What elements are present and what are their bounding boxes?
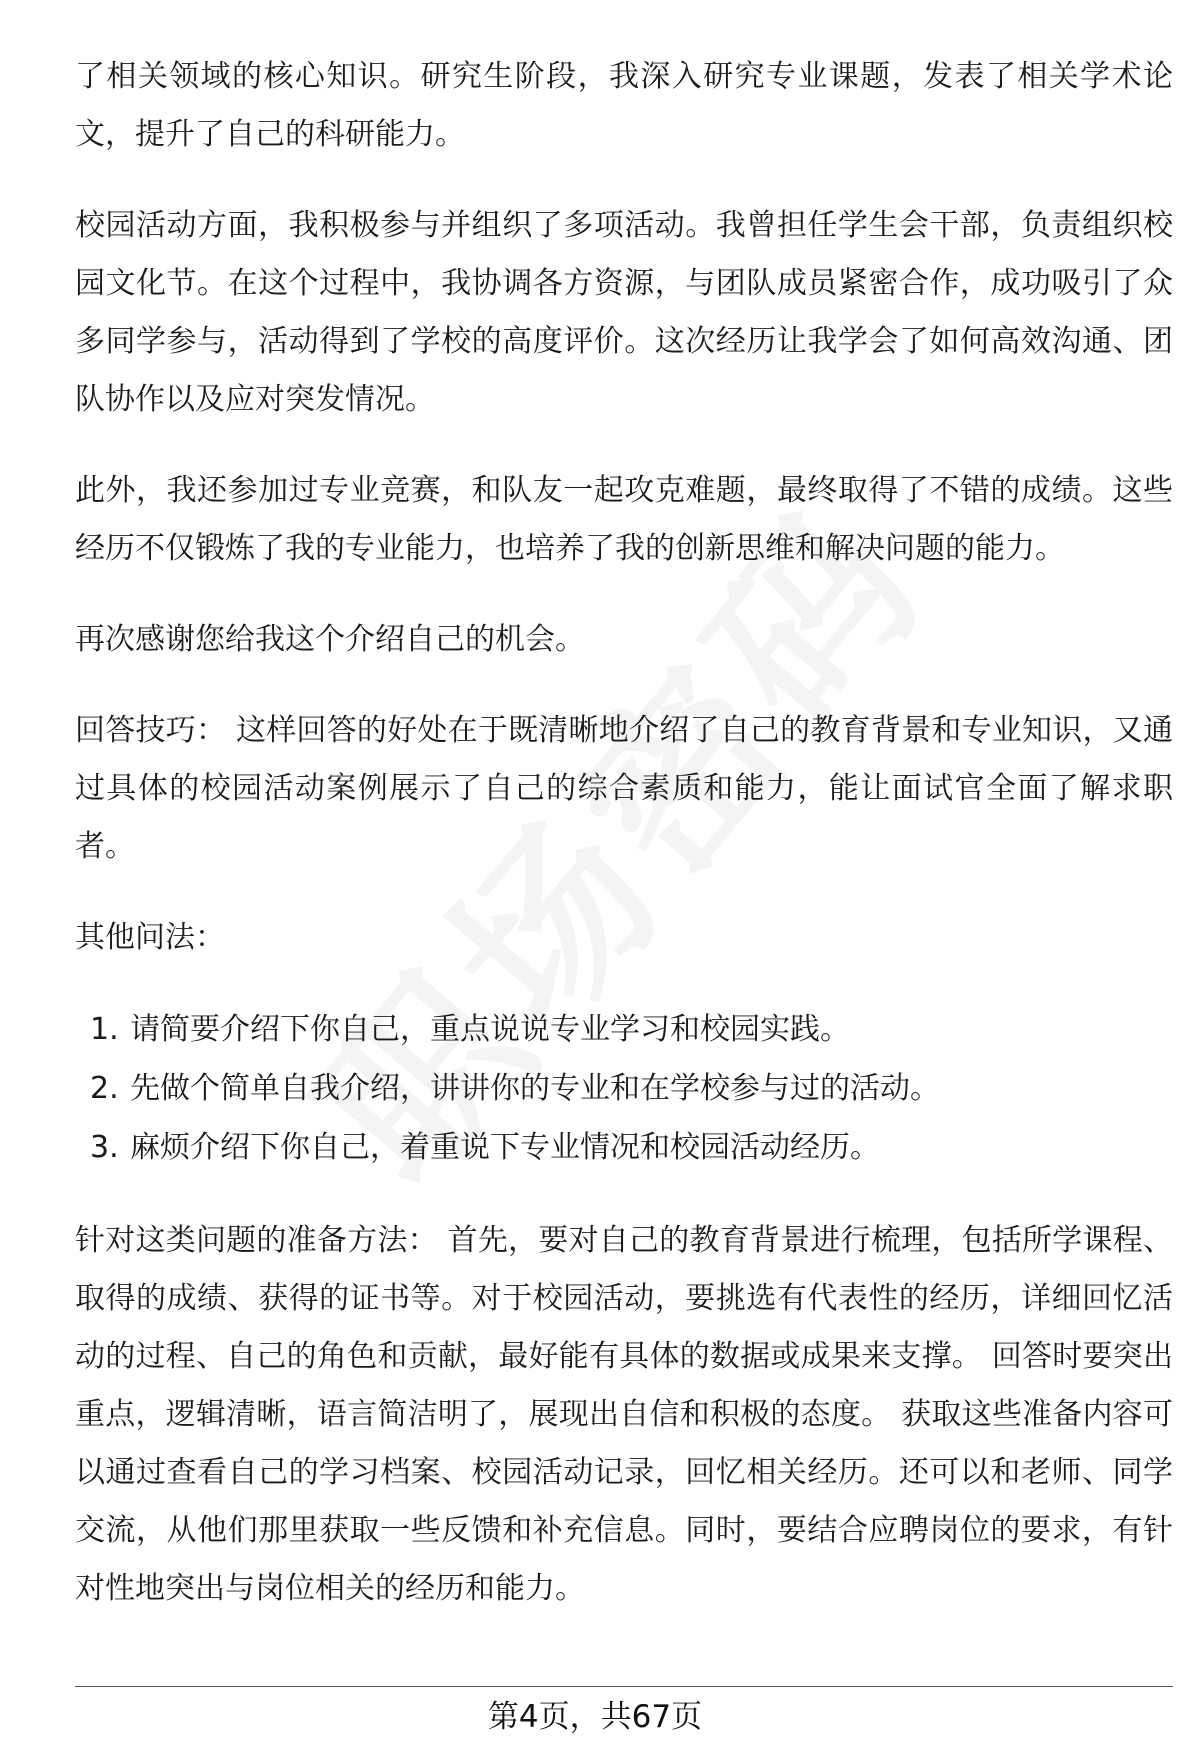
alternative-questions-list	[75, 1000, 1173, 1177]
paragraph-education: 了相关领域的核心知识。研究生阶段，我深入研究专业课题，发表了相关学术论文，提升了自己的科研能力。	[75, 59, 1173, 152]
paragraph-answer-tips: 回答技巧： 这样回答的好处在于既清晰地介绍了自己的教育背景和专业知识，又通过具体的校园活动案例展示了自己的综合素质和能力，能让面试官全面了解求职者。	[75, 713, 1173, 864]
footer-divider	[75, 1686, 1173, 1687]
list-item	[75, 1118, 1173, 1177]
paragraph-thanks: 再次感谢您给我这个介绍自己的机会。	[75, 622, 585, 657]
list-item-number: 2.	[90, 1071, 119, 1106]
list-item-text: 请简要介绍下你自己，重点说说专业学习和校园实践。	[130, 1012, 850, 1047]
paragraph-competition: 此外，我还参加过专业竞赛，和队友一起攻克难题，最终取得了不错的成绩。这些经历不仅锻炼了我的专业能力，也培养了我的创新思维和解决问题的能力。	[75, 473, 1173, 566]
list-item	[75, 1000, 1173, 1059]
document-body	[75, 48, 1173, 1651]
list-item-number: 1.	[90, 1012, 119, 1047]
paragraph-campus-activities: 校园活动方面，我积极参与并组织了多项活动。我曾担任学生会干部，负责组织校园文化节。在这个过程中，我协调各方资源，与团队成员紧密合作，成功吸引了众多同学参与，活动得到了学校的高度评价。这次经历让我学会了如何高效沟通、团队协作以及应对突发情况。	[75, 208, 1173, 417]
list-item-text: 先做个简单自我介绍，讲讲你的专业和在学校参与过的活动。	[130, 1071, 940, 1106]
list-item-text: 麻烦介绍下你自己，着重说下专业情况和校园活动经历。	[130, 1130, 880, 1165]
list-item-number: 3.	[90, 1130, 119, 1165]
page-number: 第4页，共67页	[487, 1699, 703, 1735]
paragraph-other-phrasings-heading: 其他问法：	[75, 920, 225, 955]
list-item	[75, 1059, 1173, 1118]
paragraph-preparation-method: 针对这类问题的准备方法： 首先，要对自己的教育背景进行梳理，包括所学课程、取得的成绩、获得的证书等。对于校园活动，要挑选有代表性的经历，详细回忆活动的过程、自己的角色和贡献，最好能有具体的数据或成果来支撑。 回答时要突出重点，逻辑清晰，语言简洁明了，展现出自信和积极的态度。 获取这些准备内容可以通过查看自己的学习档案、校园活动记录，回忆相关经历。还可以和老师、同学交流，从他们那里获取一些反馈和补充信息。同时，要结合应聘岗位的要求，有针对性地突出与岗位相关的经历和能力。	[75, 1223, 1173, 1606]
